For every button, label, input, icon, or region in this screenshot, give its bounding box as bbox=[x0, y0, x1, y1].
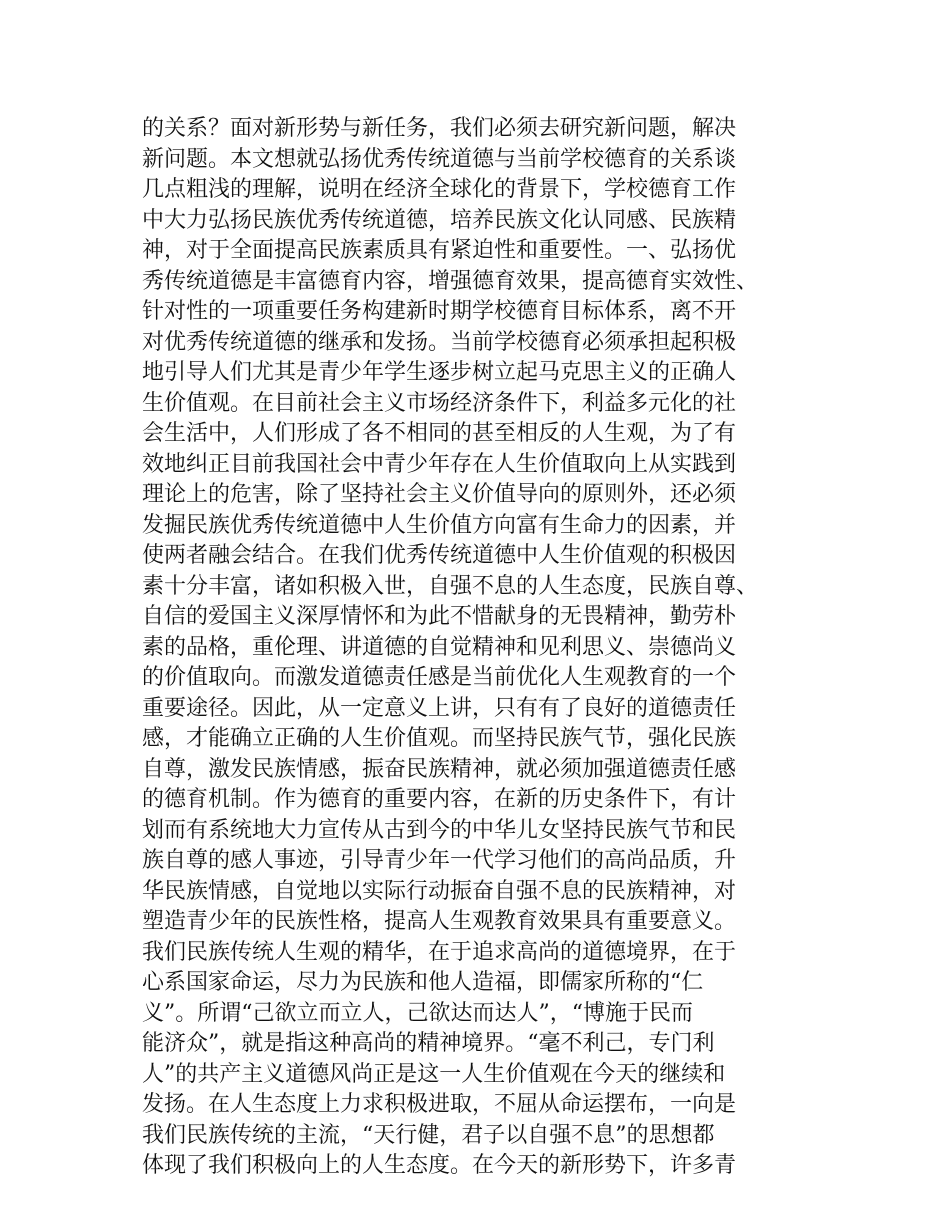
text-line: 自尊，激发民族情感，振奋民族精神，就必须加强道德责任感 bbox=[142, 756, 737, 782]
text-line: 发扬。在人生态度上力求积极进取，不屈从命运摆布，一向是 bbox=[142, 1092, 737, 1117]
text-line: 的关系？面对新形势与新任务，我们必须去研究新问题，解决 bbox=[142, 116, 737, 141]
text-line: 生价值观。在目前社会主义市场经济条件下，利益多元化的社 bbox=[142, 390, 737, 416]
text-line: 体现了我们积极向上的人生态度。在今天的新形势下，许多青 bbox=[142, 1153, 737, 1178]
text-line: 我们民族传统的主流，“天行健，君子以自强不息”的思想都 bbox=[142, 1122, 715, 1148]
text-line: 自信的爱国主义深厚情怀和为此不惜献身的无畏精神，勤劳朴 bbox=[142, 604, 737, 629]
text-line: 几点粗浅的理解，说明在经济全球化的背景下，学校德育工作 bbox=[142, 177, 737, 202]
text-line: 素的品格，重伦理、讲道德的自觉精神和见利思义、崇德尚义 bbox=[142, 634, 737, 660]
text-line: 族自尊的感人事迹，引导青少年一代学习他们的高尚品质，升 bbox=[142, 848, 737, 873]
text-line: 发掘民族优秀传统道德中人生价值方向富有生命力的因素，并 bbox=[142, 512, 737, 538]
text-line: 效地纠正目前我国社会中青少年存在人生价值取向上从实践到 bbox=[142, 451, 737, 477]
text-line: 中大力弘扬民族优秀传统道德，培养民族文化认同感、民族精 bbox=[142, 207, 737, 233]
text-line: 我们民族传统人生观的精华，在于追求高尚的道德境界，在于 bbox=[142, 939, 737, 965]
text-line: 划而有系统地大力宣传从古到今的中华儿女坚持民族气节和民 bbox=[142, 817, 737, 843]
text-line: 心系国家命运，尽力为民族和他人造福，即儒家所称的“仁 bbox=[142, 970, 704, 995]
text-line: 地引导人们尤其是青少年学生逐步树立起马克思主义的正确人 bbox=[142, 360, 737, 385]
text-line: 人”的共产主义道德风尚正是这一人生价值观在今天的继续和 bbox=[142, 1061, 726, 1087]
text-line: 能济众”，就是指这种高尚的精神境界。“毫不利己，专门利 bbox=[142, 1031, 715, 1056]
text-line: 神，对于全面提高民族素质具有紧迫性和重要性。一、弘扬优 bbox=[142, 238, 737, 263]
text-line: 重要途径。因此，从一定意义上讲，只有有了良好的道德责任 bbox=[142, 695, 737, 721]
text-line: 的德育机制。作为德育的重要内容，在新的历史条件下，有计 bbox=[142, 787, 737, 812]
text-line: 使两者融会结合。在我们优秀传统道德中人生价值观的积极因 bbox=[142, 543, 737, 568]
text-line: 对优秀传统道德的继承和发扬。当前学校德育必须承担起积极 bbox=[142, 329, 737, 355]
text-line: 素十分丰富，诸如积极入世，自强不息的人生态度，民族自尊、 bbox=[142, 573, 759, 599]
text-line: 的价值取向。而激发道德责任感是当前优化人生观教育的一个 bbox=[142, 665, 737, 690]
text-line: 会生活中，人们形成了各不相同的甚至相反的人生观，为了有 bbox=[142, 421, 737, 446]
text-line: 感，才能确立正确的人生价值观。而坚持民族气节，强化民族 bbox=[142, 726, 737, 751]
text-line: 义”。所谓“己欲立而立人，己欲达而达人”，“博施于民而 bbox=[142, 1000, 693, 1026]
text-line: 华民族情感，自觉地以实际行动振奋自强不息的民族精神，对 bbox=[142, 878, 737, 904]
text-line: 新问题。本文想就弘扬优秀传统道德与当前学校德育的关系谈 bbox=[142, 146, 737, 172]
body-text bbox=[142, 114, 832, 1182]
text-line: 秀传统道德是丰富德育内容，增强德育效果，提高德育实效性、 bbox=[142, 268, 759, 294]
text-line: 针对性的一项重要任务构建新时期学校德育目标体系，离不开 bbox=[142, 299, 737, 324]
text-line: 理论上的危害，除了坚持社会主义价值导向的原则外，还必须 bbox=[142, 482, 737, 507]
text-line: 塑造青少年的民族性格，提高人生观教育效果具有重要意义。 bbox=[142, 909, 737, 934]
